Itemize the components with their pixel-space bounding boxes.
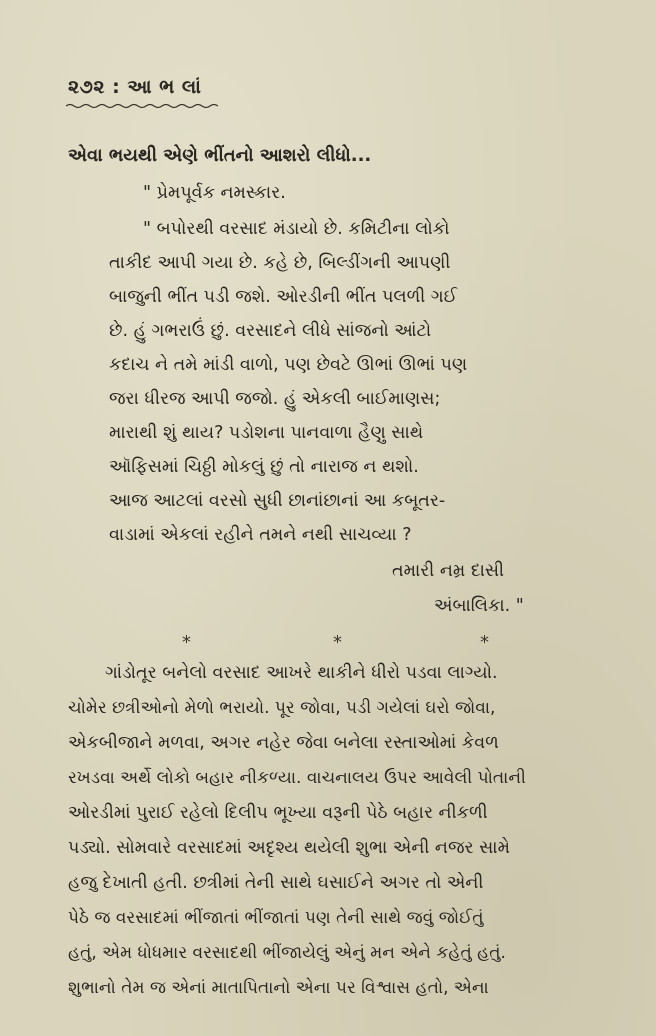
separator-asterisk-1: * (182, 632, 191, 653)
body-line-5: ઓરડીમાં પુરાઈ રહેલો દિલીપ ભૂખ્યા વરૂની પેઠે બહાર નીકળી (68, 803, 488, 823)
body-line-7: હજુ દેખાતી હતી. છત્રીમાં તેની સાથે ઘસાઈને અગર તો એની (68, 873, 484, 893)
body-line-8: પેઠે જ વરસાદમાં ભીંજાતાં ભીંજાતાં પણ તેની સાથે જવું જોઈતું (68, 908, 484, 928)
body-line-2: ચોમેર છત્રીઓનો મેળો ભરાયો. પૂર જોવા, પડી ગયેલાં ઘરો જોવા, (68, 698, 496, 718)
letter-line-6: જરા ધીરજ આપી જજો. હું એકલી બાઈમાણસ; (109, 389, 441, 409)
letter-line-4: છે. હું ગભરાઉં છું. વરસાદને લીધે સાંજનો આંટો (109, 321, 432, 341)
separator-asterisk-2: * (333, 632, 342, 653)
body-line-6: પડ્યો. સોમવારે વરસાદમાં અદૃશ્ય થયેલી શુભા એની નજર સામે (68, 838, 510, 858)
intro-line: એવા ભયથી એણે ભીંતનો આશરો લીધો... (68, 145, 372, 166)
letter-line-9: આજ આટલાં વરસો સુધી છાનાંછાનાં આ કબૂતર- (109, 491, 446, 511)
letter-greeting: " પ્રેમપૂર્વક નમસ્કાર. (143, 183, 286, 203)
body-line-1: ગાંડોતૂર બનેલો વરસાદ આખરે થાકીને ધીરો પડવા લાગ્યો. (105, 663, 498, 683)
body-line-3: એકબીજાને મળવા, અગર નહેર જેવા બનેલા રસ્તાઓમાં કેવળ (68, 733, 499, 753)
page-header: ૨૭૨ : આ ભ લાં (68, 76, 202, 98)
body-line-9: હતું, એમ ધોધમાર વરસાદથી ભીંજાયેલું એનું મન એને કહેતું હતું. (68, 943, 506, 963)
separator-asterisk-3: * (480, 632, 489, 653)
letter-line-7: મારાથી શું થાય? પડોશના પાનવાળા હૈણુ સાથે (109, 423, 424, 443)
letter-line-10: વાડામાં એકલાં રહીને તમને નથી સાચવ્યા ? (109, 525, 412, 545)
letter-line-2: તાકીદ આપી ગયા છે. કહે છે, બિલ્ડીંગની આપણી (109, 253, 451, 273)
letter-line-1: " બપોરથી વરસાદ મંડાયો છે. કમિટીના લોકો (143, 219, 450, 239)
letter-line-5: કદાચ ને તમે માંડી વાળો, પણ છેવટે ઊભાં ઊભાં પણ (109, 355, 468, 375)
letter-line-3: બાજુની ભીંત પડી જશે. ઓરડીની ભીંત પલળી ગઈ (109, 287, 458, 307)
body-line-10: શુભાનો તેમ જ એનાં માતાપિતાનો એના પર વિશ્વાસ હતો, એના (68, 978, 489, 998)
letter-line-8: ઑફિસમાં ચિઠ્ઠી મોકલું છું તો નારાજ ન થશો. (109, 457, 419, 477)
letter-signature: અંબાલિકા. " (434, 596, 524, 616)
body-line-4: રખડવા અર્થે લોકો બહાર નીકળ્યા. વાચનાલય ઉપર આવેલી પોતાની (68, 768, 526, 788)
header-underline (66, 103, 218, 109)
letter-closing: તમારી નમ્ર દાસી (392, 561, 505, 581)
